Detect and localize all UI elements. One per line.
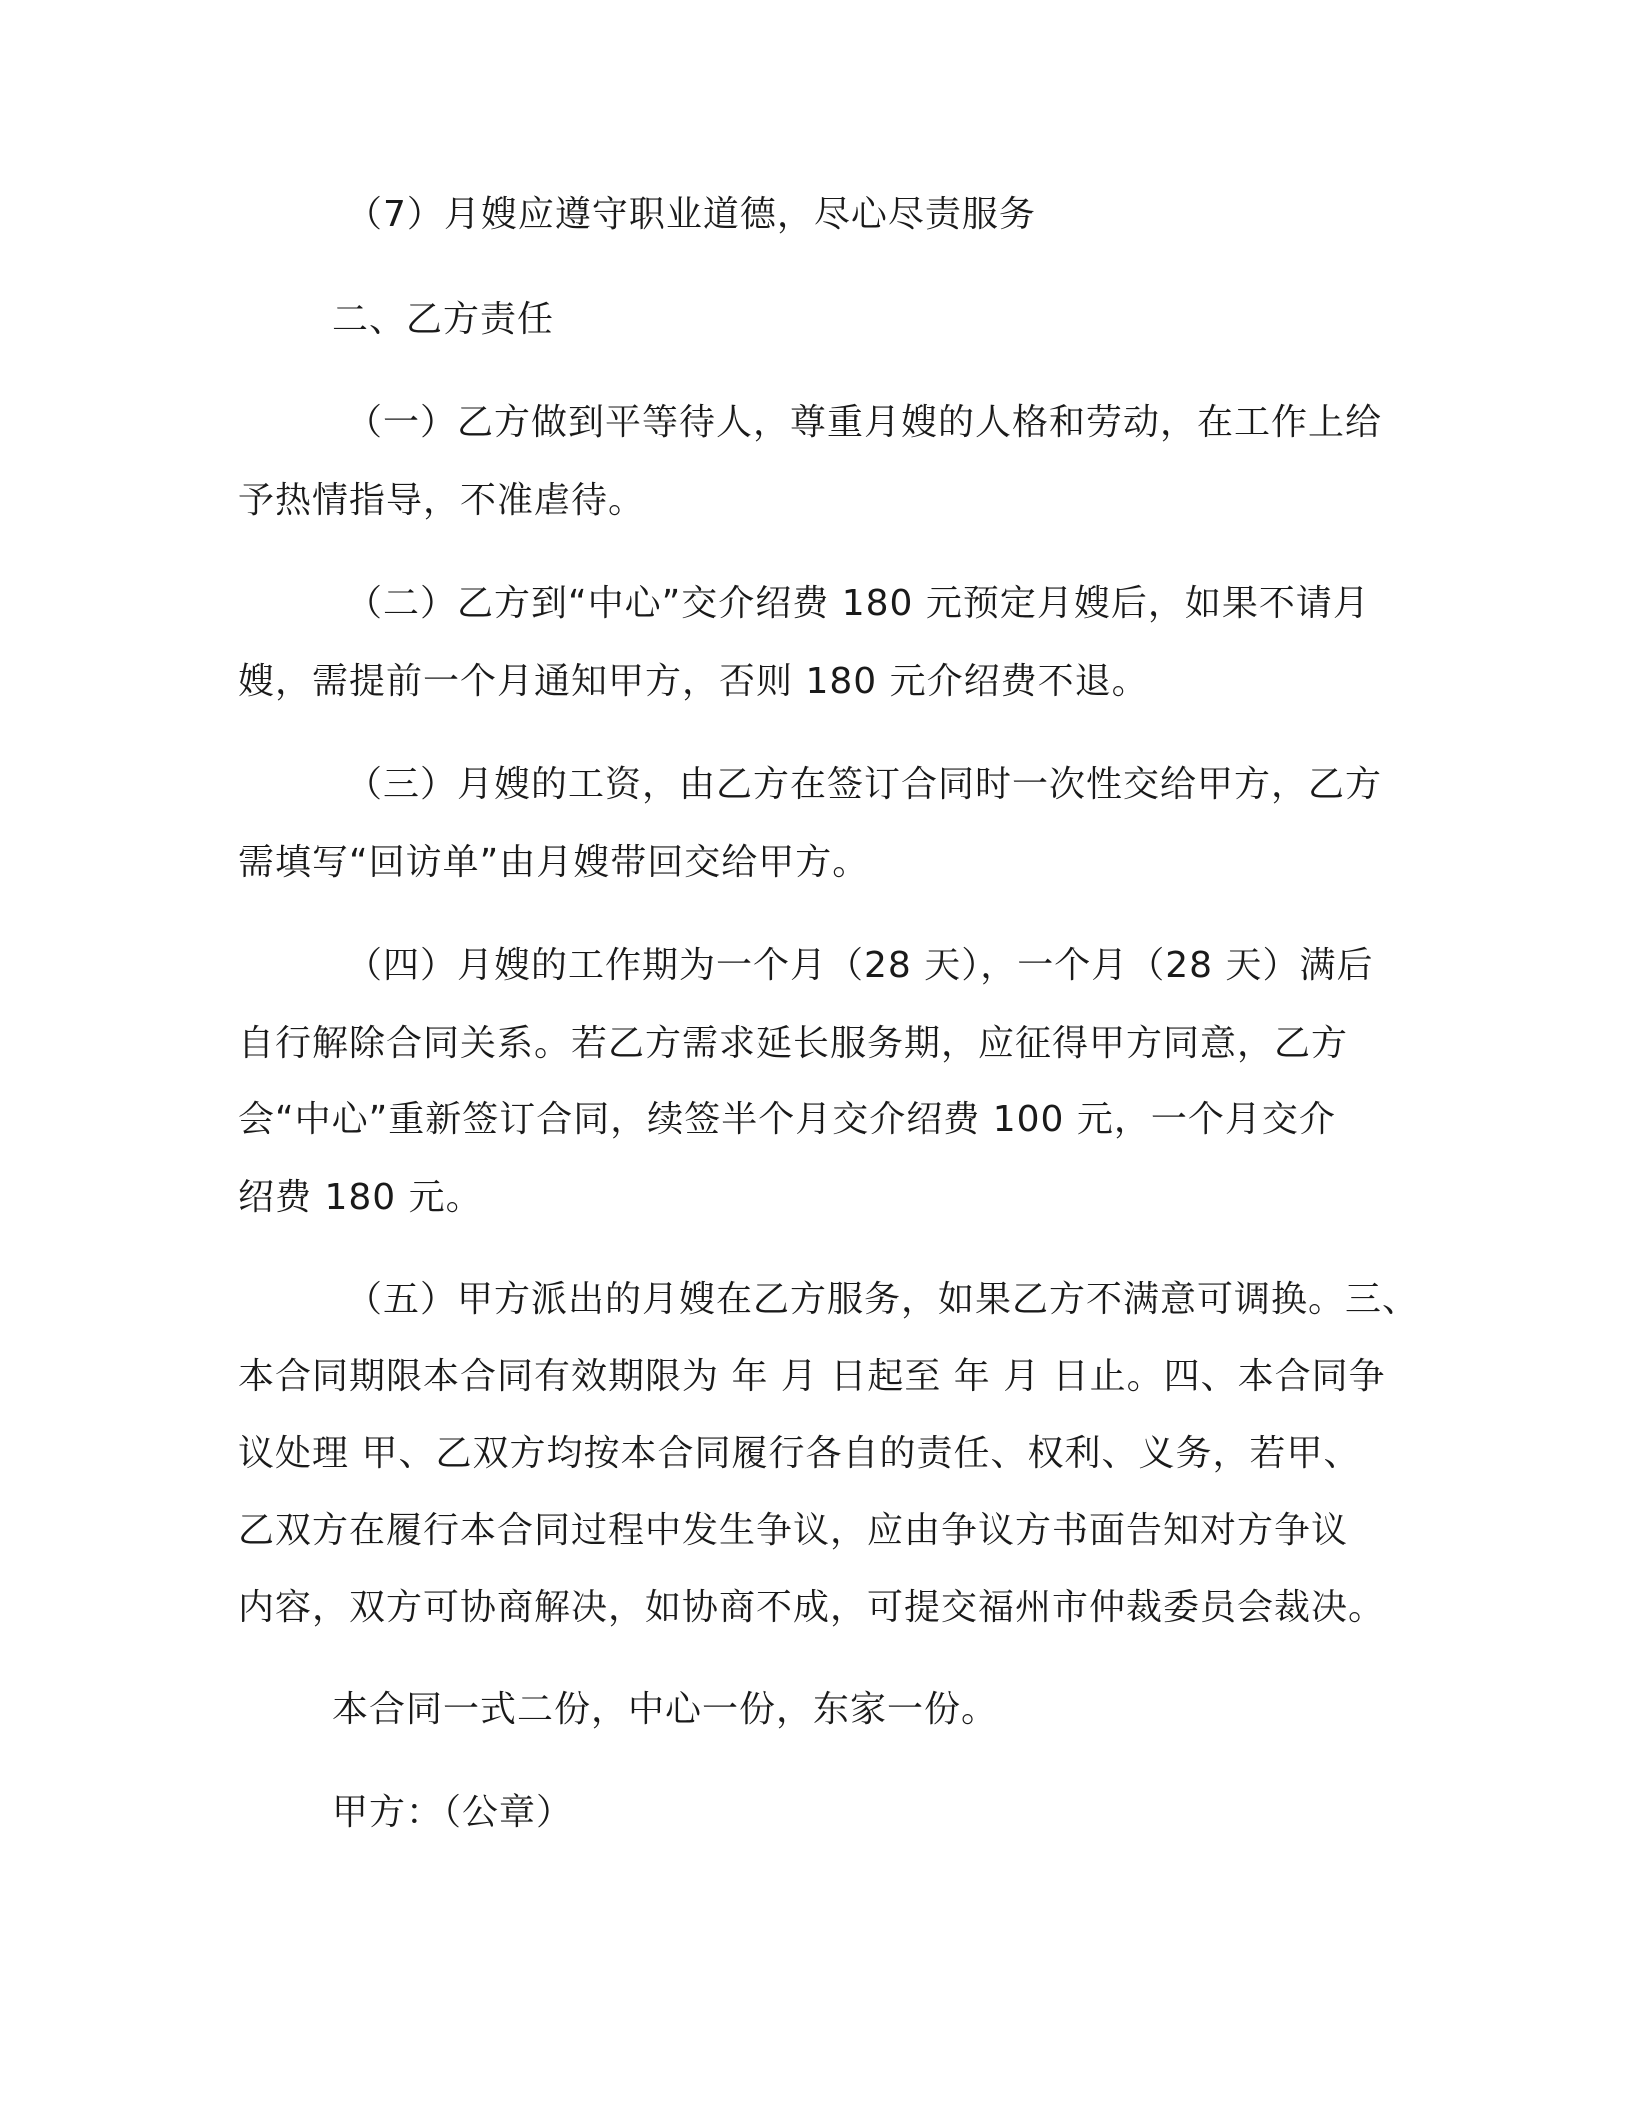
party-a-seal-line: 甲方：（公章） bbox=[332, 1792, 574, 1833]
paragraph-5-line-1: （五）甲方派出的月嫂在乙方服务，如果乙方不满意可调换。三、 bbox=[346, 1279, 1420, 1320]
paragraph-5-line-2: 本合同期限本合同有效期限为 年 月 日起至 年 月 日止。四、本合同争 bbox=[238, 1356, 1386, 1397]
paragraph-5-line-5: 内容，双方可协商解决，如协商不成，可提交福州市仲裁委员会裁决。 bbox=[238, 1587, 1386, 1628]
paragraph-4-line-3: 会“中心”重新签订合同，续签半个月交介绍费 100 元，一个月交介 bbox=[238, 1099, 1336, 1140]
paragraph-4-line-4: 绍费 180 元。 bbox=[238, 1177, 483, 1218]
paragraph-3-line-1: （三）月嫂的工资，由乙方在签订合同时一次性交给甲方，乙方 bbox=[346, 764, 1383, 805]
paragraph-3-line-2: 需填写“回访单”由月嫂带回交给甲方。 bbox=[238, 842, 870, 883]
paragraph-2-line-1: （二）乙方到“中心”交介绍费 180 元预定月嫂后，如果不请月 bbox=[346, 583, 1370, 624]
paragraph-4-line-2: 自行解除合同关系。若乙方需求延长服务期，应征得甲方同意，乙方 bbox=[238, 1023, 1349, 1064]
paragraph-2-line-2: 嫂，需提前一个月通知甲方，否则 180 元介绍费不退。 bbox=[238, 661, 1149, 702]
copies-statement: 本合同一式二份，中心一份，东家一份。 bbox=[332, 1689, 999, 1730]
paragraph-1-line-1: （一）乙方做到平等待人，尊重月嫂的人格和劳动，在工作上给 bbox=[346, 402, 1383, 443]
paragraph-1-line-2: 予热情指导，不准虐待。 bbox=[238, 480, 646, 521]
paragraph-4-line-1: （四）月嫂的工作期为一个月（28 天），一个月（28 天）满后 bbox=[346, 945, 1374, 986]
paragraph-5-line-4: 乙双方在履行本合同过程中发生争议，应由争议方书面告知对方争议 bbox=[238, 1510, 1349, 1551]
paragraph-5-line-3: 议处理 甲、乙双方均按本合同履行各自的责任、权利、义务，若甲、 bbox=[238, 1433, 1361, 1474]
item-7: （7）月嫂应遵守职业道德，尽心尽责服务 bbox=[346, 194, 1036, 235]
section-heading: 二、乙方责任 bbox=[332, 299, 555, 340]
